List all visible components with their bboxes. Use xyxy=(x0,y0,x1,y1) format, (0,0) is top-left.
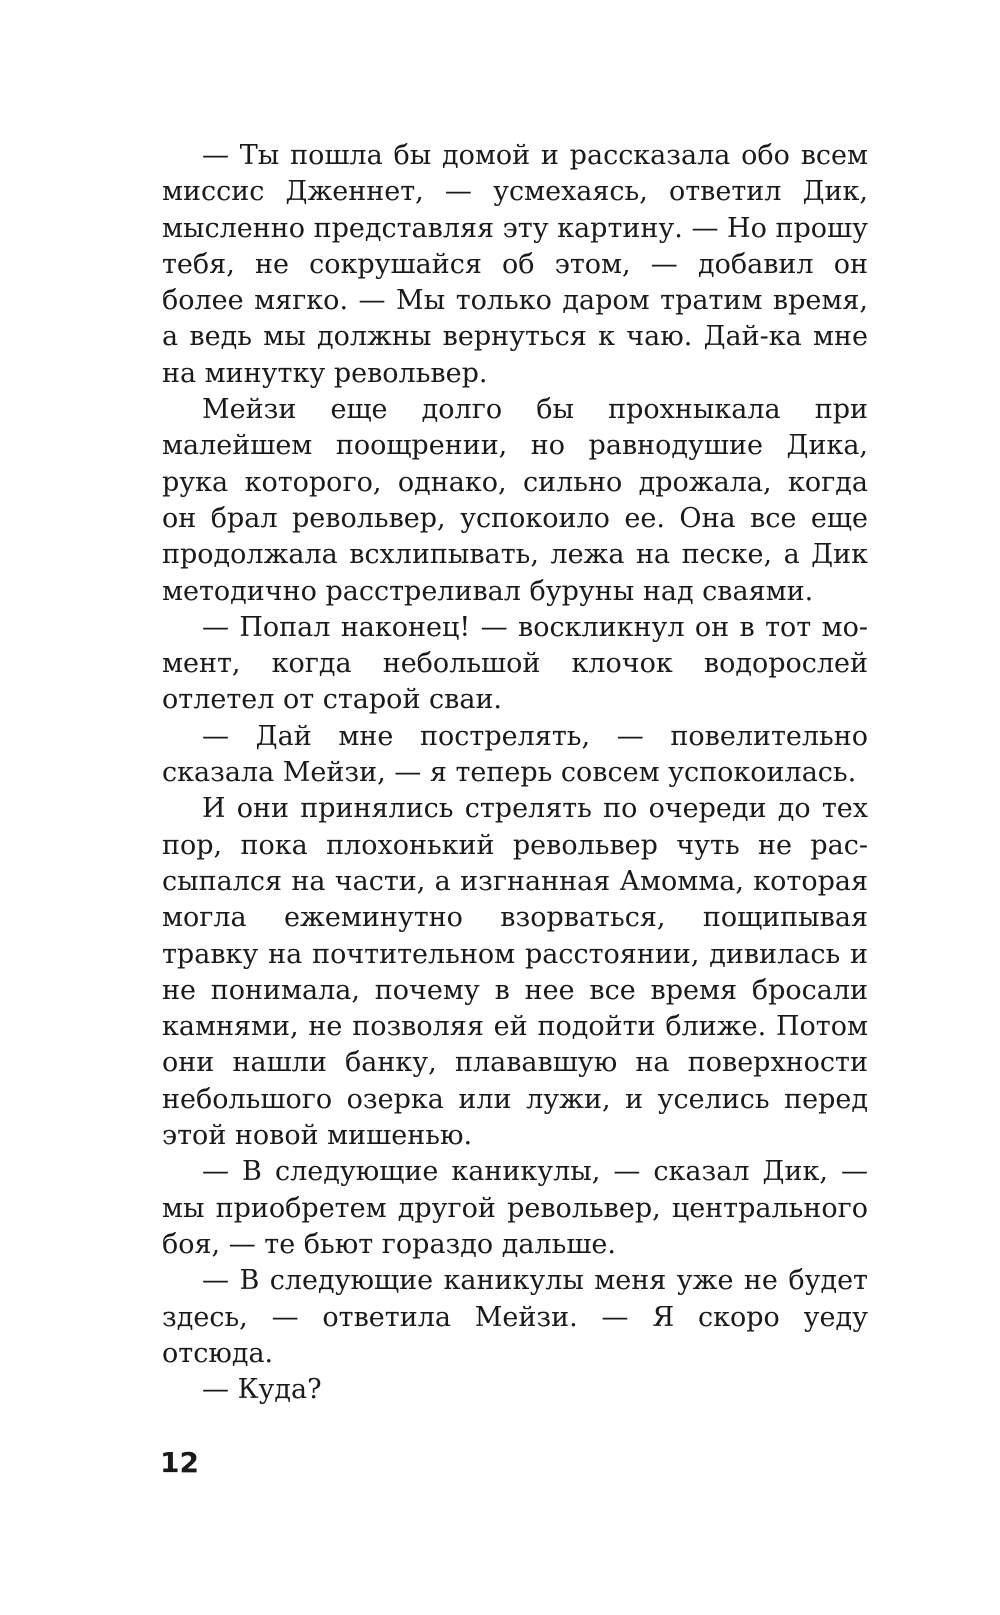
paragraph-5: И они принялись стрелять по очереди до тех пор, пока плохонький револьвер чуть не рассыпался на части, а изгнанная Амомма, которая могла ежеминутно взорваться, пощипывая травку на почтительном расстоянии, дивилась и не понимала, почему в нее все время бросали камнями, не позволяя ей подойти ближе. Потом они нашли банку, плававшую на поверхности небольшого озерка или лужи, и уселись перед этой новой мишенью. xyxy=(162,793,868,1152)
paragraph-1: — Ты пошла бы домой и рассказала обо всем миссис Дженнет, — усмехаясь, ответил Дик, мысленно представляя эту картину. — Но прошу тебя, не сокрушайся об этом, — добавил он более мягко. — Мы только даром тратим время, а ведь мы должны вернуться к чаю. Дай-ка мне на минутку револьвер. xyxy=(162,140,868,389)
paragraph-3: — Попал наконец! — воскликнул он в тот момент, когда небольшой клочок водорослей отлетел от старой сваи. xyxy=(162,611,868,716)
paragraph-8: — Куда? xyxy=(202,1374,322,1406)
paragraph-2: Мейзи еще долго бы прохныкала при малейшем поощрении, но равнодушие Дика, рука которого, однако, сильно дрожала, когда он брал револьвер, успокоило ее. Она все еще продолжала всхлипывать, лежа на песке, а Дик методично расстреливал буруны над сваями. xyxy=(162,394,868,607)
paragraph-4: — Дай мне пострелять, — повелительно сказала Мейзи, — я теперь совсем успокоилась. xyxy=(162,720,868,789)
paragraph-7: — В следующие каникулы меня уже не будет здесь, — ответила Мейзи. — Я скоро уеду отсюда. xyxy=(162,1265,868,1369)
page-number: 12 xyxy=(160,1446,199,1479)
page-text xyxy=(162,138,868,1408)
paragraph-6: — В следующие каникулы, — сказал Дик, — мы приобретем другой револьвер, центрального боя, — те бьют гораздо дальше. xyxy=(162,1156,868,1260)
